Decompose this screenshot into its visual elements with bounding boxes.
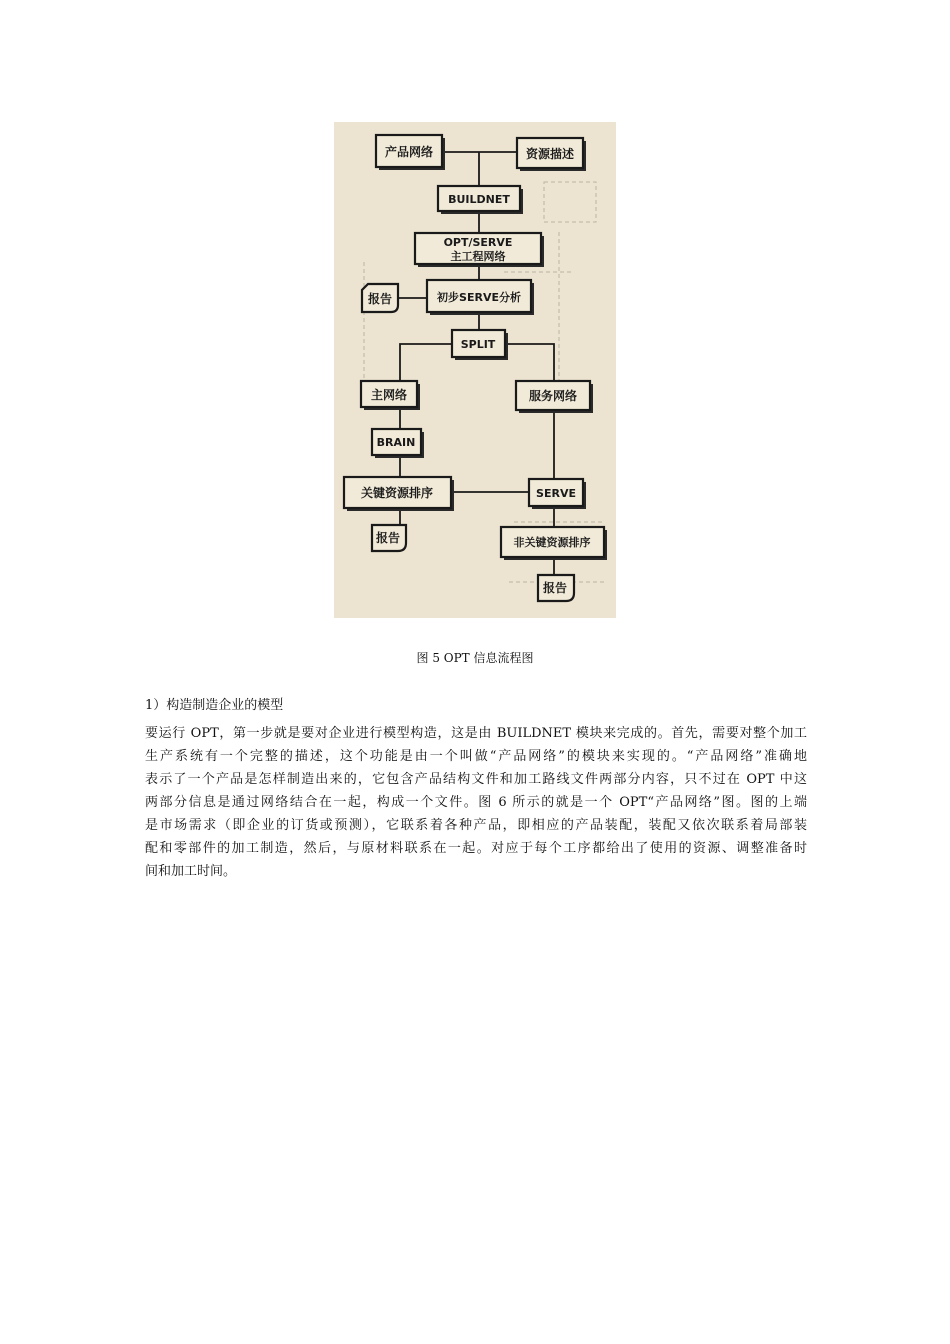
node-opt-serve-label-2: 主工程网络 [450, 250, 506, 263]
paragraph-line: 要运行 OPT，第一步就是要对企业进行模型构造，这是由 BUILDNET 模块来完成的。首先，需要对整个加工 [145, 726, 807, 741]
node-split-label: SPLIT [460, 338, 496, 351]
node-report-2 [372, 525, 406, 551]
node-main-network-label: 主网络 [370, 388, 408, 402]
body-paragraph [145, 722, 807, 883]
flowchart-figure [334, 122, 616, 618]
paragraph-line: 是市场需求（即企业的订货或预测），它联系着各种产品，即相应的产品装配，装配又依次联系着局部装 [145, 818, 807, 833]
node-buildnet-label: BUILDNET [448, 193, 510, 206]
node-noncritical-resource-sort-label: 非关键资源排序 [513, 536, 591, 549]
section-heading: 1）构造制造企业的模型 [145, 698, 284, 713]
paragraph-line: 配和零部件的加工制造，然后，与原材料联系在一起。对应于每个工序都给出了使用的资源、调整准备时 [145, 841, 807, 856]
node-report-1 [362, 284, 398, 312]
node-initial-serve-analysis-label: 初步SERVE分析 [437, 291, 521, 304]
paragraph-line: 两部分信息是通过网络结合在一起，构成一个文件。图 6 所示的就是一个 OPT“产品网络”图。图的上端 [145, 795, 807, 810]
node-brain-label: BRAIN [376, 436, 416, 449]
node-split [452, 330, 508, 360]
node-opt-serve-label-1: OPT/SERVE [443, 236, 513, 249]
node-serve-label: SERVE [536, 487, 576, 500]
node-report-2-label: 报告 [375, 531, 401, 545]
node-opt-serve [415, 233, 544, 267]
figure-caption: 图 5 OPT 信息流程图 [416, 651, 534, 665]
node-service-network [516, 381, 593, 413]
node-report-3-label: 报告 [542, 581, 568, 595]
node-resource-description-label: 资源描述 [525, 147, 575, 161]
node-product-network-label: 产品网络 [384, 145, 434, 159]
connectors [398, 152, 554, 575]
node-report-3 [538, 575, 574, 601]
node-serve [529, 479, 586, 509]
flowchart-svg [334, 122, 616, 618]
node-brain [372, 429, 424, 458]
node-resource-description [517, 138, 586, 171]
node-critical-resource-sort [344, 477, 454, 511]
node-noncritical-resource-sort [501, 527, 607, 560]
node-main-network [361, 381, 420, 410]
node-buildnet [438, 186, 523, 214]
node-service-network-label: 服务网络 [528, 389, 578, 403]
paragraph-line: 生产系统有一个完整的描述，这个功能是由一个叫做“产品网络”的模块来实现的。“产品网络”准确地 [145, 749, 807, 764]
node-critical-resource-sort-label: 关键资源排序 [360, 486, 434, 500]
paragraph-line: 间和加工时间。 [145, 864, 237, 879]
node-product-network [376, 135, 445, 170]
node-report-1-label: 报告 [367, 292, 393, 306]
paragraph-line: 表示了一个产品是怎样制造出来的，它包含产品结构文件和加工路线文件两部分内容，只不过在 OPT 中这 [145, 772, 807, 787]
node-initial-serve-analysis [427, 280, 534, 315]
